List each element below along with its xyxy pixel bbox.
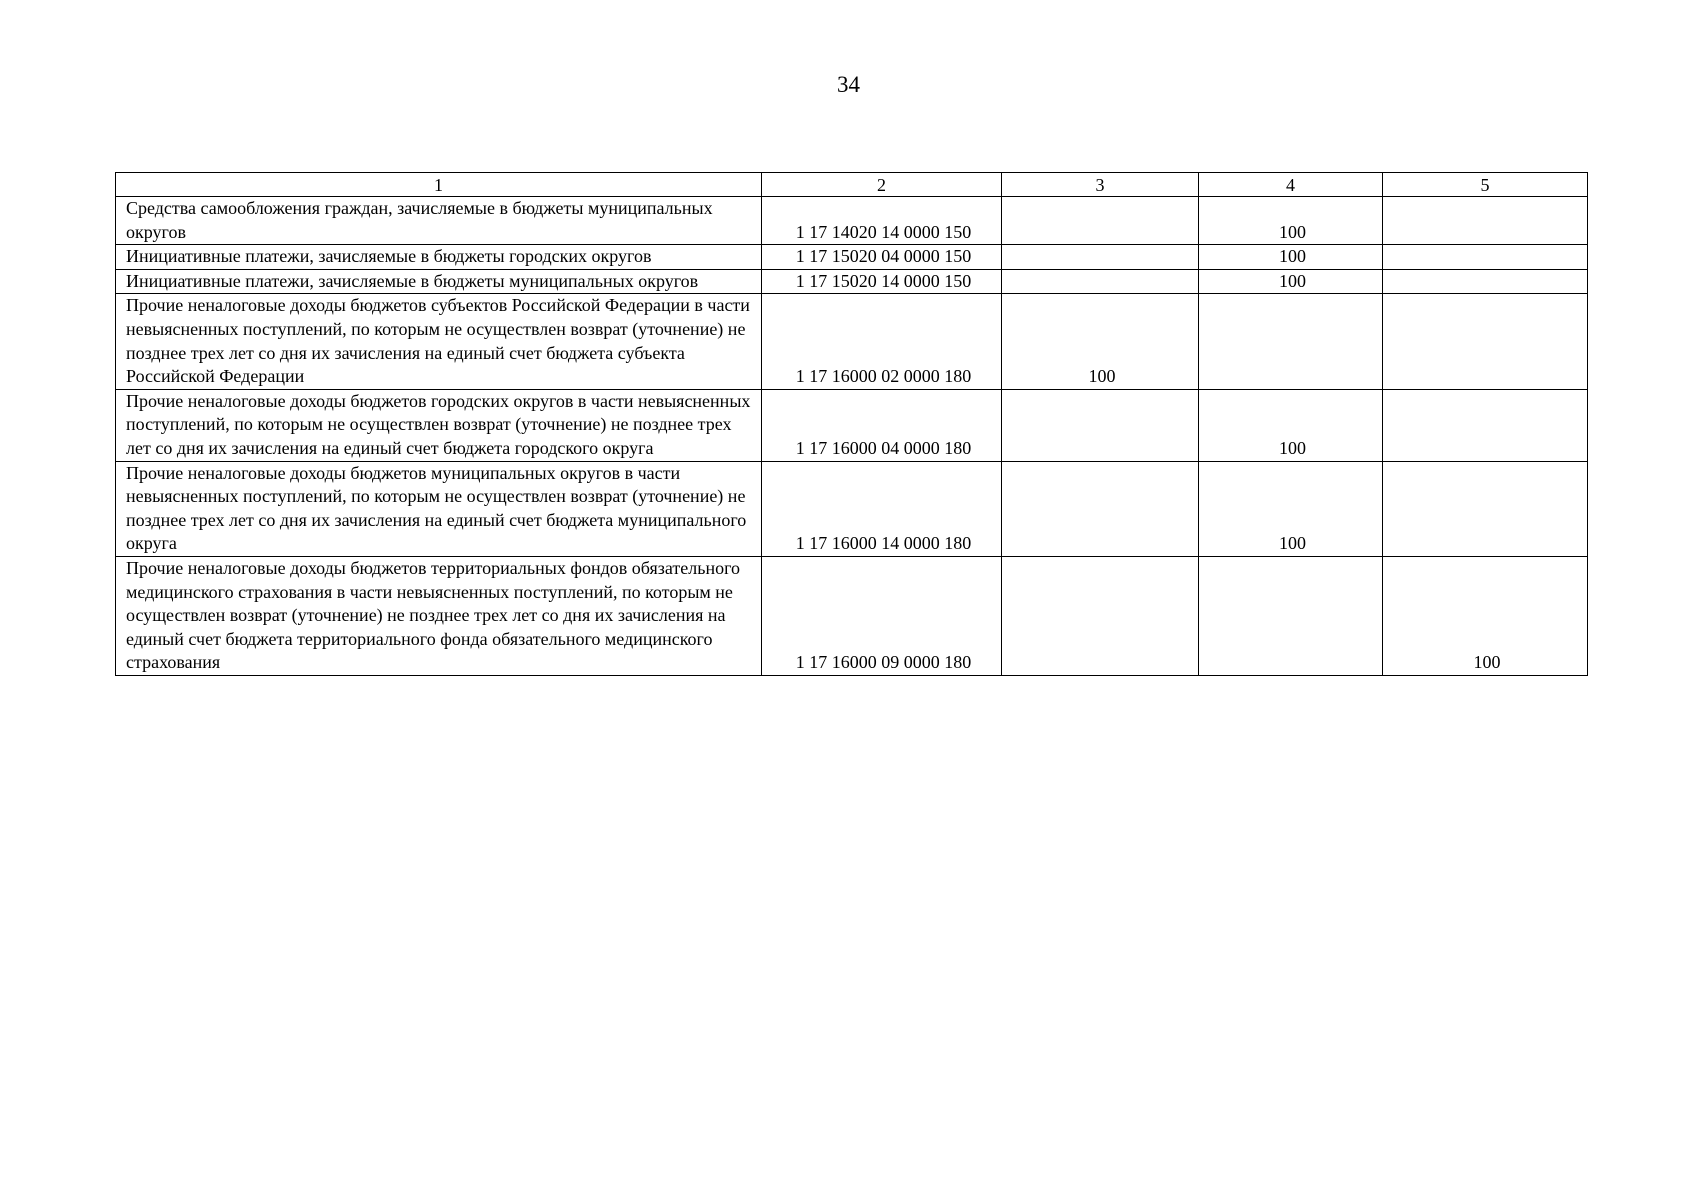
revenue-name-cell: Прочие неналоговые доходы бюджетов территориальных фондов обязательного медицинского страхования в части невыясненных поступлений, по которым не осуществлен возврат (уточнение) не позднее трех лет со дня их зачисления на единый счет бюджета территориального фонда обязательного медицинского страхования [116, 556, 762, 675]
share-column-4-cell: 100 [1199, 197, 1383, 245]
share-column-5-cell [1383, 269, 1588, 294]
share-column-3-cell [1002, 461, 1199, 556]
revenue-code-cell: 1 17 16000 04 0000 180 [762, 389, 1002, 461]
revenue-code-cell: 1 17 16000 02 0000 180 [762, 294, 1002, 389]
revenue-name-cell: Инициативные платежи, зачисляемые в бюджеты городских округов [116, 245, 762, 270]
share-column-3-cell [1002, 556, 1199, 675]
revenue-distribution-table [115, 172, 1588, 676]
column-header-4: 4 [1199, 173, 1383, 197]
table-row [116, 389, 1588, 461]
share-column-5-cell [1383, 245, 1588, 270]
revenue-code-cell: 1 17 15020 14 0000 150 [762, 269, 1002, 294]
share-column-5-cell [1383, 294, 1588, 389]
revenue-name-cell: Прочие неналоговые доходы бюджетов городских округов в части невыясненных поступлений, по которым не осуществлен возврат (уточнение) не позднее трех лет со дня их зачисления на единый счет бюджета городского округа [116, 389, 762, 461]
share-column-4-cell: 100 [1199, 389, 1383, 461]
share-column-4-cell [1199, 294, 1383, 389]
table-row [116, 461, 1588, 556]
revenue-code-cell: 1 17 14020 14 0000 150 [762, 197, 1002, 245]
revenue-code-cell: 1 17 16000 09 0000 180 [762, 556, 1002, 675]
share-column-4-cell [1199, 556, 1383, 675]
share-column-3-cell [1002, 269, 1199, 294]
share-column-3-cell [1002, 197, 1199, 245]
column-header-2: 2 [762, 173, 1002, 197]
table-row [116, 556, 1588, 675]
share-column-5-cell: 100 [1383, 556, 1588, 675]
revenue-name-cell: Инициативные платежи, зачисляемые в бюджеты муниципальных округов [116, 269, 762, 294]
column-header-3: 3 [1002, 173, 1199, 197]
share-column-5-cell [1383, 461, 1588, 556]
share-column-5-cell [1383, 197, 1588, 245]
share-column-4-cell: 100 [1199, 269, 1383, 294]
share-column-3-cell [1002, 389, 1199, 461]
page-number: 34 [837, 72, 860, 97]
share-column-4-cell: 100 [1199, 245, 1383, 270]
revenue-name-cell: Прочие неналоговые доходы бюджетов муниципальных округов в части невыясненных поступлений, по которым не осуществлен возврат (уточнение) не позднее трех лет со дня их зачисления на единый счет бюджета муниципального округа [116, 461, 762, 556]
revenue-name-cell: Прочие неналоговые доходы бюджетов субъектов Российской Федерации в части невыясненных поступлений, по которым не осуществлен возврат (уточнение) не позднее трех лет со дня их зачисления на единый счет бюджета субъекта Российской Федерации [116, 294, 762, 389]
column-header-5: 5 [1383, 173, 1588, 197]
table-row [116, 294, 1588, 389]
share-column-3-cell: 100 [1002, 294, 1199, 389]
share-column-4-cell: 100 [1199, 461, 1383, 556]
revenue-code-cell: 1 17 16000 14 0000 180 [762, 461, 1002, 556]
revenue-name-cell: Средства самообложения граждан, зачисляемые в бюджеты муниципальных округов [116, 197, 762, 245]
column-header-1: 1 [116, 173, 762, 197]
table-header-row [116, 173, 1588, 197]
table-row [116, 245, 1588, 270]
revenue-code-cell: 1 17 15020 04 0000 150 [762, 245, 1002, 270]
table-row [116, 197, 1588, 245]
table-row [116, 269, 1588, 294]
share-column-3-cell [1002, 245, 1199, 270]
share-column-5-cell [1383, 389, 1588, 461]
